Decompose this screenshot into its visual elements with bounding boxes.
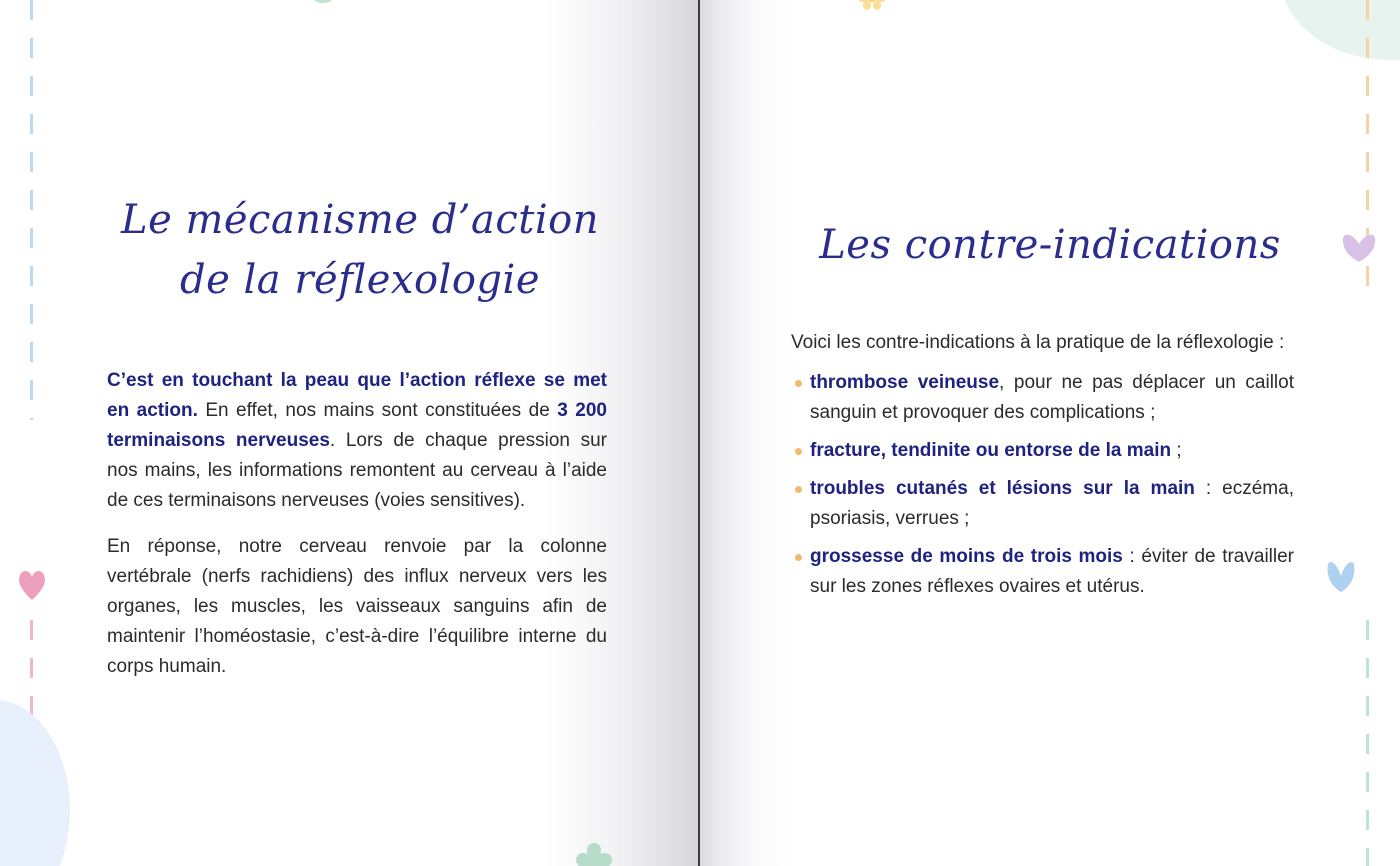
right-page <box>700 0 1400 866</box>
paragraph-1 <box>107 366 607 516</box>
body-text: En effet, nos mains sont constituées de <box>197 400 558 421</box>
body-text: : eczéma, psoriasis, verrues ; <box>810 478 1294 529</box>
intro-text: Voici les contre-indications à la pratique de la réflexologie : <box>791 332 1285 353</box>
blue-blob-decoration <box>0 700 70 866</box>
body-text: : éviter de travailler sur les zones réflexes ovaires et utérus. <box>810 546 1295 597</box>
highlight-text: grossesse de moins de trois mois <box>810 546 1123 567</box>
heart-pink-icon <box>17 568 47 602</box>
highlight-text: 3 200 terminaisons nerveuses <box>107 400 608 451</box>
body-text: . Lors de chaque pression sur nos mains, les informations remontent au cerveau à l’aide de ces terminaisons nerveuses (voies sensitives). <box>107 430 608 511</box>
bullet-icon <box>795 448 802 455</box>
list-item <box>791 542 1294 602</box>
flower-top-icon <box>310 0 336 4</box>
flower-yellow-icon <box>855 0 889 14</box>
body-text: ; <box>1171 440 1182 461</box>
title-line-2: de la réflexologie <box>180 257 540 303</box>
page-title-right: Les contre-indications <box>819 222 1281 268</box>
list-item <box>791 474 1294 534</box>
highlight-text: fracture, tendinite ou entorse de la main <box>810 440 1172 461</box>
highlight-text: thrombose veineuse <box>810 372 1000 393</box>
bullet-icon <box>795 486 802 493</box>
list-item <box>791 368 1294 428</box>
list-item <box>791 436 1294 466</box>
highlight-text: troubles cutanés et lésions sur la main <box>810 478 1195 499</box>
highlight-text: C’est en touchant la peau que l’action réflexe se met en action. <box>107 370 607 421</box>
right-body <box>791 328 1294 610</box>
dashed-border-right-lower <box>1366 620 1369 866</box>
contraindications-list <box>791 368 1294 602</box>
left-page <box>0 0 699 866</box>
body-text: , pour ne pas déplacer un caillot sanguin et provoquer des complications ; <box>810 372 1294 423</box>
paragraph-2: En réponse, notre cerveau renvoie par la colonne vertébrale (nerfs rachidiens) des influx nerveux vers les organes, les muscles, les vaisseaux sanguins afin de maintenir l’homéostasie, c’est-à-dire l’équilibre interne du corps humain. <box>107 536 607 677</box>
bullet-icon <box>795 554 802 561</box>
teal-blob-decoration <box>1280 0 1400 60</box>
heart-blue-icon <box>1324 556 1358 596</box>
dashed-border-left <box>30 0 33 420</box>
flower-green-icon <box>574 842 614 866</box>
bullet-icon <box>795 380 802 387</box>
page-title-left <box>110 190 610 310</box>
title-line-1: Le mécanisme d’action <box>121 197 599 243</box>
left-body <box>107 366 607 698</box>
heart-purple-icon <box>1340 228 1378 266</box>
